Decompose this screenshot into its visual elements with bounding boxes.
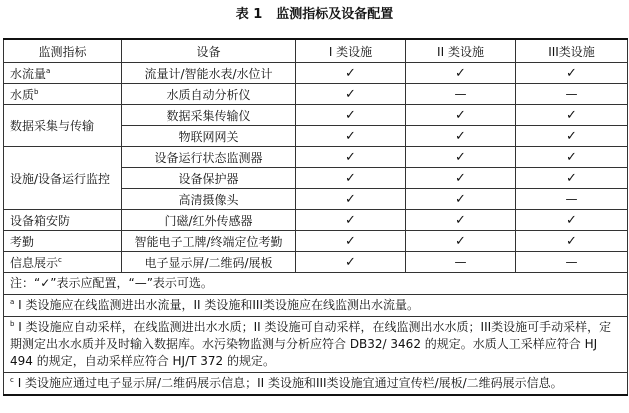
check-mark-icon: ✓ <box>296 147 406 168</box>
header-class-1: I 类设施 <box>296 39 406 63</box>
indicator-cell <box>4 210 122 231</box>
footnote-b-text: I 类设施应自动采样，在线监测进出水水质；II 类设施可自动采样，在线监测出水水质；III类设施可手动采样，定期测定出水水质并及时输入数据库。水污染物监测与分析应符合 DB32/ 3462 的规定。水质人工采样应符合 HJ 494 的规定，自动采样应符合 HJ/T 372 的规定。 <box>10 320 612 368</box>
device-cell: 流量计/智能水表/水位计 <box>122 63 296 84</box>
table-row <box>4 63 628 84</box>
footnote-c-row <box>4 373 628 396</box>
indicator-label: 水流量 <box>10 66 47 81</box>
table-row <box>4 231 628 252</box>
check-mark-icon: ✓ <box>296 84 406 105</box>
table-number: 表 1 <box>235 7 263 22</box>
table-caption <box>0 5 629 25</box>
check-mark-icon: ✓ <box>296 210 406 231</box>
footnote-a <box>4 295 628 317</box>
device-cell: 设备保护器 <box>122 168 296 189</box>
device-cell: 设备运行状态监测器 <box>122 147 296 168</box>
check-mark-icon: ✓ <box>296 105 406 126</box>
monitoring-table <box>3 38 628 396</box>
table-row <box>4 147 628 168</box>
check-mark-icon: ✓ <box>296 189 406 210</box>
indicator-cell <box>4 147 122 210</box>
check-mark-icon: ✓ <box>406 189 516 210</box>
check-mark-icon: ✓ <box>296 126 406 147</box>
dash-mark-icon: — <box>516 252 628 273</box>
footnote-a-text: I 类设施应在线监测进出水流量，II 类设施和III类设施应在线监测出水流量。 <box>18 298 419 312</box>
check-mark-icon: ✓ <box>406 126 516 147</box>
legend-row <box>4 273 628 295</box>
footnote-c <box>4 373 628 396</box>
indicator-cell <box>4 105 122 147</box>
footnote-c-mark: c <box>10 376 14 384</box>
footnote-mark: a <box>46 66 51 75</box>
header-class-2: II 类设施 <box>406 39 516 63</box>
check-mark-icon: ✓ <box>516 210 628 231</box>
indicator-cell <box>4 63 122 84</box>
device-cell: 电子显示屏/二维码/展板 <box>122 252 296 273</box>
table-row <box>4 210 628 231</box>
check-mark-icon: ✓ <box>296 231 406 252</box>
check-mark-icon: ✓ <box>406 147 516 168</box>
check-mark-icon: ✓ <box>516 147 628 168</box>
check-mark-icon: ✓ <box>516 126 628 147</box>
check-mark-icon: ✓ <box>516 105 628 126</box>
check-mark-icon: ✓ <box>296 63 406 84</box>
check-mark-icon: ✓ <box>516 168 628 189</box>
footnote-b-mark: b <box>10 320 15 328</box>
footnote-b-row <box>4 317 628 373</box>
device-cell: 数据采集传输仪 <box>122 105 296 126</box>
header-class-3: III类设施 <box>516 39 628 63</box>
indicator-cell <box>4 231 122 252</box>
check-mark-icon: ✓ <box>516 231 628 252</box>
footnote-b <box>4 317 628 373</box>
indicator-cell <box>4 84 122 105</box>
table-title: 监测指标及设备配置 <box>276 7 394 22</box>
table-row <box>4 105 628 126</box>
indicator-label: 信息展示 <box>10 255 59 270</box>
device-cell: 智能电子工牌/终端定位考勤 <box>122 231 296 252</box>
indicator-label: 数据采集与传输 <box>10 119 95 133</box>
footnote-a-mark: a <box>10 298 15 306</box>
dash-mark-icon: — <box>516 189 628 210</box>
indicator-cell <box>4 252 122 273</box>
footnote-mark: b <box>34 87 39 96</box>
footnote-mark: c <box>58 255 62 264</box>
check-mark-icon: ✓ <box>406 105 516 126</box>
check-mark-icon: ✓ <box>406 63 516 84</box>
table-row <box>4 252 628 273</box>
table-row <box>4 84 628 105</box>
device-cell: 门磁/红外传感器 <box>122 210 296 231</box>
footnote-a-row <box>4 295 628 317</box>
check-mark-icon: ✓ <box>296 168 406 189</box>
header-indicator: 监测指标 <box>4 39 122 63</box>
indicator-label: 设备箱安防 <box>10 213 71 228</box>
indicator-label: 考勤 <box>10 234 35 249</box>
dash-mark-icon: — <box>406 84 516 105</box>
header-row <box>4 39 628 63</box>
check-mark-icon: ✓ <box>406 168 516 189</box>
indicator-label: 设施/设备运行监控 <box>10 171 111 186</box>
check-mark-icon: ✓ <box>296 252 406 273</box>
device-cell: 高清摄像头 <box>122 189 296 210</box>
table-body <box>4 63 628 273</box>
header-device: 设备 <box>122 39 296 63</box>
device-cell: 水质自动分析仪 <box>122 84 296 105</box>
indicator-label: 水质 <box>10 87 35 102</box>
check-mark-icon: ✓ <box>406 231 516 252</box>
check-mark-icon: ✓ <box>406 210 516 231</box>
dash-mark-icon: — <box>516 84 628 105</box>
check-mark-icon: ✓ <box>516 63 628 84</box>
device-cell: 物联网网关 <box>122 126 296 147</box>
legend-note: 注：“✓”表示应配置，“—”表示可选。 <box>4 273 628 295</box>
dash-mark-icon: — <box>406 252 516 273</box>
footnote-c-text: I 类设施应通过电子显示屏/二维码展示信息；II 类设施和III类设施宜通过宣传栏/展板/二维码展示信息。 <box>17 376 563 390</box>
